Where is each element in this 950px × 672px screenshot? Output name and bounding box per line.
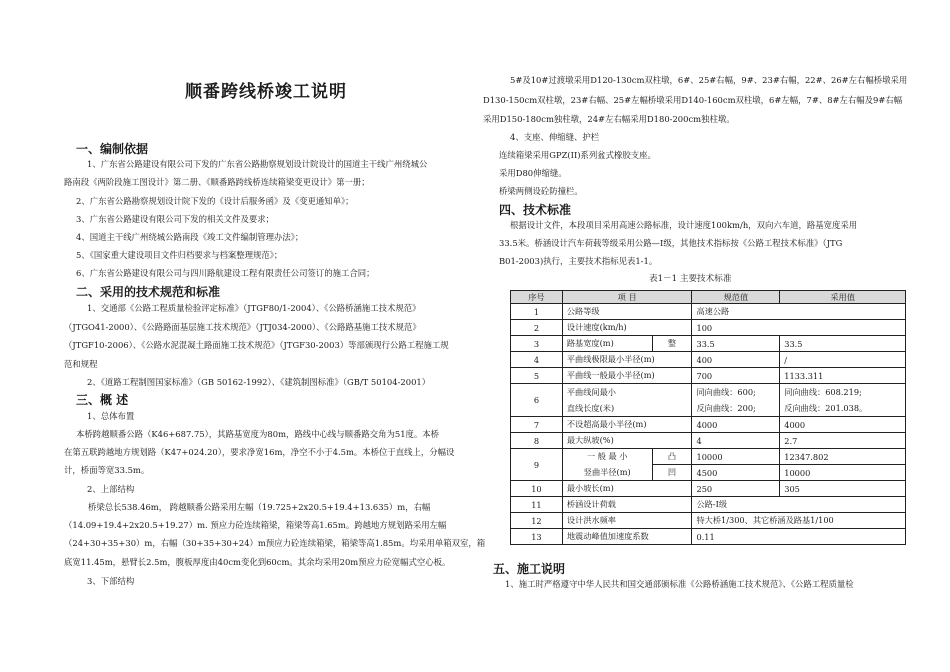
table-row xyxy=(511,481,906,497)
item-cell: 设计洪水频率 xyxy=(562,513,692,529)
item-sub-cell: 整 xyxy=(652,336,692,352)
spec-value: 反向曲线：200; xyxy=(692,400,780,417)
sec3-line: 本桥跨越顺番公路（K46+687.75），其路基宽度为80m，路线中心线与顺番路交角为51度。本桥 xyxy=(76,429,440,439)
adopted-value: 33.5 xyxy=(780,336,906,352)
item-cell: 最大纵坡(%) xyxy=(562,433,692,449)
spec-value: 700 xyxy=(692,368,780,384)
spec-value: 特大桥1/300、其它桥涵及路基1/100 xyxy=(692,513,906,529)
item-cell: 设计速度(km/h) xyxy=(562,320,692,336)
spec-value: 100 xyxy=(692,320,906,336)
row-number: 5 xyxy=(511,368,563,384)
header-cell: 规范值 xyxy=(692,291,780,304)
sec3-subheading: 2、上部结构 xyxy=(87,484,135,494)
header-cell: 采用值 xyxy=(780,291,906,304)
row-number: 2 xyxy=(511,320,563,336)
table-header-row xyxy=(511,291,906,304)
adopted-value: 反向曲线：201.038。 xyxy=(780,400,906,417)
item-cell: 最小坡长(m) xyxy=(562,481,692,497)
adopted-value: 4000 xyxy=(780,417,906,433)
row-number: 7 xyxy=(511,417,563,433)
sec3-line: （24+30+35+30）m，右幅（30+35+30+24）m预应力砼连续箱梁，箱梁等高1.85m。均采用单箱双室，箱 xyxy=(64,538,486,548)
spec-value: 高速公路 xyxy=(692,304,906,320)
section-4-heading: 四、技术标准 xyxy=(499,203,572,217)
table-row xyxy=(511,433,906,449)
table-row xyxy=(511,513,906,529)
spec-value: 0.11 xyxy=(692,529,906,545)
table-row xyxy=(511,320,906,336)
adopted-value: 12347.802 xyxy=(780,449,906,465)
section-5-heading: 五、施工说明 xyxy=(493,562,566,576)
row-number: 9 xyxy=(511,449,563,481)
item-cell: 路基宽度(m) xyxy=(562,336,652,352)
spec-value: 250 xyxy=(692,481,780,497)
sec1-item: 4、国道主干线广州绕城公路南段《竣工文件编制管理办法》； xyxy=(76,232,304,242)
spec-value: 400 xyxy=(692,352,780,368)
header-cell: 序号 xyxy=(511,291,563,304)
sec5-line: 1、施工时严格遵守中华人民共和国交通部颁标准《公路桥涵施工技术规范》、《公路工程质量检 xyxy=(505,579,854,589)
sec3-line: 在第五联跨越地方规划路（K47+024.20），要求净宽16m，净空不小于4.5m。本桥位于直线上，分幅设 xyxy=(64,447,455,457)
sub4-line: 采用D80伸缩缝。 xyxy=(499,168,567,178)
table-row xyxy=(511,497,906,513)
table-row xyxy=(511,368,906,384)
pier-line: D130-150cm双柱墩，23#右幅、25#左幅桥墩采用D140-160cm双柱墩，6#左幅，7#、8#左右幅及9#右幅 xyxy=(483,95,903,105)
item-cell: 不设超高最小半径(m) xyxy=(562,417,692,433)
spec-value: 4 xyxy=(692,433,780,449)
spec-value: 33.5 xyxy=(692,336,780,352)
item-cell: 公路等级 xyxy=(562,304,692,320)
page-title: 顺番跨线桥竣工说明 xyxy=(185,82,347,102)
sec3-line: 桥梁总长538.46m， 跨越顺番公路采用左幅（19.725+2x20.5+19.4+13.635）m，右幅 xyxy=(88,502,431,512)
row-number: 3 xyxy=(511,336,563,352)
tech-standards-table xyxy=(510,290,906,545)
sec2-line: 范和规程 xyxy=(64,359,98,369)
sec3-subheading: 1、总体布置 xyxy=(87,411,135,421)
item-sub-cell: 凸 xyxy=(652,449,692,465)
row-number: 10 xyxy=(511,481,563,497)
table-caption: 表1－1 主要技术标准 xyxy=(649,274,732,284)
table-row xyxy=(511,465,906,481)
table-row xyxy=(511,384,906,401)
sec3-subheading: 3、下部结构 xyxy=(87,576,135,586)
sec4-line: 33.5米。桥涵设计汽车荷载等级采用公路—I级，其他技术指标按《公路工程技术标准》（JTG xyxy=(499,238,843,248)
section-1-heading: 一、编制依据 xyxy=(76,142,149,156)
sec3-line: （14.09+19.4+2x20.5+19.27）m. 预应力砼连续箱梁，箱梁等高1.65m。跨越地方规划路采用左幅 xyxy=(64,520,447,530)
sec1-item: 2、广东省公路勘察规划设计院下发的《设计后服务函》及《变更通知单》； xyxy=(76,196,354,206)
adopted-value: 1133.311 xyxy=(780,368,906,384)
spec-value: 10000 xyxy=(692,449,780,465)
table-row xyxy=(511,529,906,545)
item-sub-cell: 凹 xyxy=(652,465,692,481)
header-cell: 项 目 xyxy=(562,291,692,304)
sec2-line: 1、交通部《公路工程质量检验评定标准》（JTGF80/1-2004）、《公路桥涵施工技术规范》 xyxy=(87,303,421,313)
sec4-line: B01-2003)执行，主要技术指标见表1-1。 xyxy=(499,256,658,266)
spec-value: 公路-I级 xyxy=(692,497,906,513)
sec1-item: 1、广东省公路建设有限公司下发的广东省公路勘察规划设计院设计的国道主干线广州绕城公 xyxy=(87,159,428,169)
sec1-item: 3、广东省公路建设有限公司下发的相关文件及要求； xyxy=(76,214,274,224)
sec2-line: 2、《道路工程制图国家标准》（GB 50162-1992）、《建筑制图标准》（GB/T 50104-2001） xyxy=(87,377,431,387)
sec4-line: 根据设计文件，本段项目采用高速公路标准，设计速度100km/h，双向六车道，路基宽度采用 xyxy=(510,220,858,230)
item-cell: 一 般 最 小 xyxy=(562,449,652,465)
section-2-heading: 二、采用的技术规范和标准 xyxy=(76,285,221,299)
adopted-value: 305 xyxy=(780,481,906,497)
item-cell: 平曲线一般最小半径(m) xyxy=(562,368,692,384)
row-number: 11 xyxy=(511,497,563,513)
spec-value: 4000 xyxy=(692,417,780,433)
row-number: 1 xyxy=(511,304,563,320)
sub4-heading: 4、支座、伸缩缝、护栏 xyxy=(510,132,600,142)
pier-line: 5#及10#过渡墩采用D120-130cm双柱墩，6#、25#右幅，9#、23#右幅，22#、26#左右幅桥墩采用 xyxy=(510,75,908,85)
table-row xyxy=(511,449,906,465)
table-row xyxy=(511,352,906,368)
sec2-line: （JTGF10-2006）、《公路水泥混凝土路面施工技术规范》（JTGF30-2003）等部颁现行公路工程施工规 xyxy=(64,340,449,350)
item-cell: 竖曲半径(m) xyxy=(562,465,652,481)
section-3-heading: 三、概 述 xyxy=(76,393,129,407)
table-row xyxy=(511,417,906,433)
row-number: 13 xyxy=(511,529,563,545)
adopted-value: 2.7 xyxy=(780,433,906,449)
table-row xyxy=(511,400,906,417)
row-number: 4 xyxy=(511,352,563,368)
adopted-value: / xyxy=(780,352,906,368)
pier-line: 采用D150-180cm独柱墩，24#左右幅采用D180-200cm独柱墩。 xyxy=(483,114,735,124)
adopted-value: 同向曲线：608.219; xyxy=(780,384,906,401)
sec1-item: 路南段《两阶段施工图设计》第二册、《顺番路跨线桥连续箱梁变更设计》第一册； xyxy=(64,177,370,187)
item-cell: 平曲线间最小 xyxy=(562,384,692,401)
sec3-line: 底宽11.45m，悬臂长2.5m，腹板厚度由40cm变化到60cm。其余均采用20m预应力砼宽幅式空心板。 xyxy=(64,557,451,567)
sec3-line: 计，桥面等宽33.5m。 xyxy=(64,465,150,475)
adopted-value: 10000 xyxy=(780,465,906,481)
item-cell: 直线长度(米) xyxy=(562,400,692,417)
sec1-item: 6、广东省公路建设有限公司与四川路航建设工程有限责任公司签订的施工合同； xyxy=(76,268,375,278)
row-number: 6 xyxy=(511,384,563,417)
sub4-line: 桥梁两侧设砼防撞栏。 xyxy=(499,186,583,196)
item-cell: 平曲线极限最小半径(m) xyxy=(562,352,692,368)
row-number: 8 xyxy=(511,433,563,449)
table-row xyxy=(511,336,906,352)
spec-value: 同向曲线：600; xyxy=(692,384,780,401)
sec1-item: 5、《国家重大建设项目文件归档要求与档案整理规范》； xyxy=(76,250,283,260)
spec-value: 4500 xyxy=(692,465,780,481)
sub4-line: 连续箱梁采用GPZ(II)系列盆式橡胶支座。 xyxy=(499,150,656,160)
sec2-line: （JTGO41-2000）、《公路路面基层施工技术规范》（JTJ034-2000）、《公路路基施工技术规范》 xyxy=(64,322,421,332)
table-row xyxy=(511,304,906,320)
row-number: 12 xyxy=(511,513,563,529)
item-cell: 桥涵设计荷载 xyxy=(562,497,692,513)
item-cell: 地震动峰值加速度系数 xyxy=(562,529,692,545)
